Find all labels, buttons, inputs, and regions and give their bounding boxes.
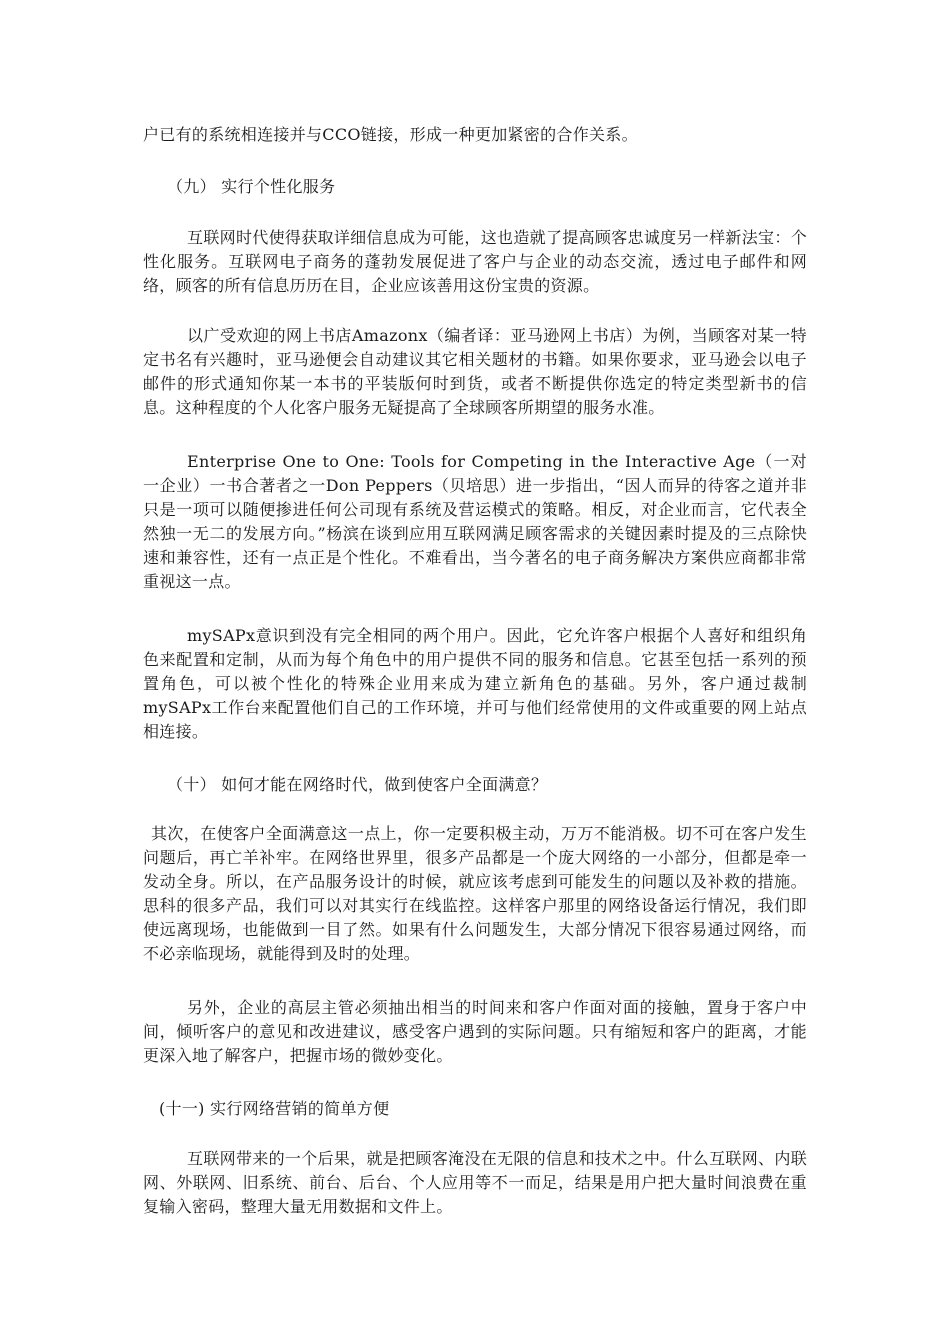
section-heading-11: (十一) 实行网络营销的简单方便: [159, 1099, 390, 1118]
paragraph-continuation: 户已有的系统相连接并与CCO链接，形成一种更加紧密的合作关系。: [143, 125, 638, 144]
paragraph-9-4: mySAPx意识到没有完全相同的两个用户。因此，它允许客户根据个人喜好和组织角色来配置和定制，从而为每个角色中的用户提供不同的服务和信息。它甚至包括一系列的预置角色，可以被个性化的特殊企业用来成为建立新角色的基础。另外，客户通过裁制mySAPx工作台来配置他们自己的工作环境，并可与他们经常使用的文件或重要的网上站点相连接。: [143, 626, 807, 741]
paragraph-9-1: 互联网时代使得获取详细信息成为可能，这也造就了提高顾客忠诚度另一样新法宝：个性化服务。互联网电子商务的蓬勃发展促进了客户与企业的动态交流，透过电子邮件和网络，顾客的所有信息历历在目，企业应该善用这份宝贵的资源。: [143, 228, 807, 295]
section-heading-10: （十） 如何才能在网络时代，做到使客户全面满意？: [167, 775, 548, 794]
paragraph-9-2: 以广受欢迎的网上书店Amazonx（编者译：亚马逊网上书店）为例，当顾客对某一特定书名有兴趣时，亚马逊便会自动建议其它相关题材的书籍。如果你要求，亚马逊会以电子邮件的形式通知你某一本书的平装版何时到货，或者不断提供你选定的特定类型新书的信息。这种程度的个人化客户服务无疑提高了全球顾客所期望的服务水准。: [143, 326, 807, 417]
section-heading-9: （九） 实行个性化服务: [167, 177, 336, 196]
paragraph-10-2: 另外，企业的高层主管必须抽出相当的时间来和客户作面对面的接触，置身于客户中间，倾听客户的意见和改进建议，感受客户遇到的实际问题。只有缩短和客户的距离，才能更深入地了解客户，把握市场的微妙变化。: [143, 998, 807, 1065]
paragraph-11-1: 互联网带来的一个后果，就是把顾客淹没在无限的信息和技术之中。什么互联网、内联网、外联网、旧系统、前台、后台、个人应用等不一而足，结果是用户把大量时间浪费在重复输入密码，整理大量无用数据和文件上。: [143, 1149, 807, 1216]
paragraph-10-1: 其次，在使客户全面满意这一点上，你一定要积极主动，万万不能消极。切不可在客户发生问题后，再亡羊补牢。在网络世界里，很多产品都是一个庞大网络的一小部分，但都是牵一发动全身。所以，在产品服务设计的时候，就应该考虑到可能发生的问题以及补救的措施。思科的很多产品，我们可以对其实行在线监控。这样客户那里的网络设备运行情况，我们即使远离现场，也能做到一目了然。如果有什么问题发生，大部分情况下很容易通过网络，而不必亲临现场，就能得到及时的处理。: [143, 824, 807, 963]
paragraph-9-3: Enterprise One to One: Tools for Competing in the Interactive Age（一对一企业）一书合著者之一Don Peppers（贝培思）进一步指出，“因人而异的待客之道并非只是一项可以随便掺进任何公司现有系统及营运模式的策略。相反，对企业而言，它代表全然独一无二的发展方向。”杨滨在谈到应用互联网满足顾客需求的关键因素时提及的三点除快速和兼容性，还有一点正是个性化。不难看出，当今著名的电子商务解决方案供应商都非常重视这一点。: [143, 452, 807, 591]
